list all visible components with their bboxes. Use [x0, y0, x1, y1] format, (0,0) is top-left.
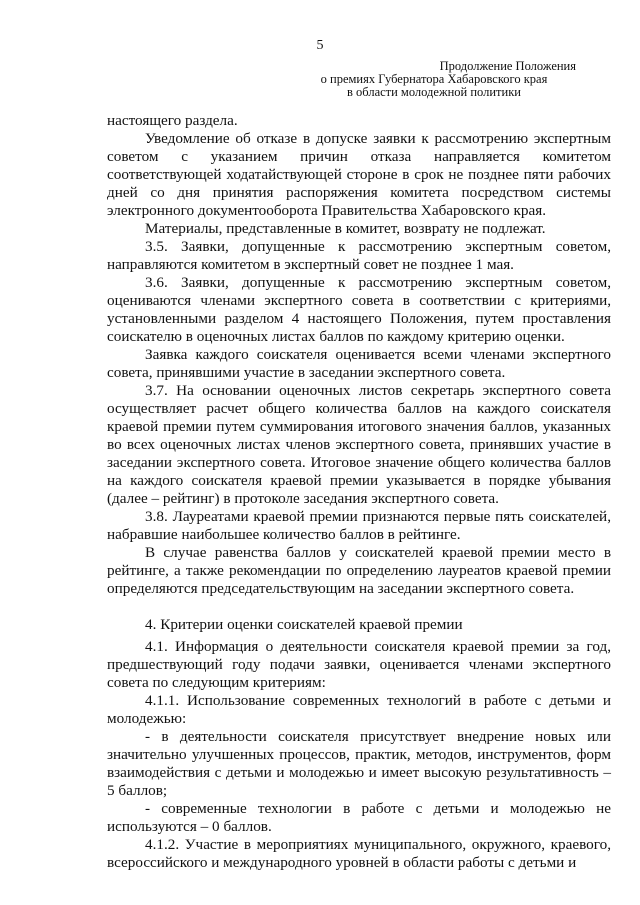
- document-header: [284, 60, 584, 99]
- page-number: 5: [316, 38, 324, 53]
- paragraph: 4.1.2. Участие в мероприятиях муниципального, окружного, краевого, всероссийского и международного уровней в области работы с детьми и: [107, 836, 611, 871]
- header-line-1: Продолжение Положения: [439, 59, 576, 73]
- paragraph: В случае равенства баллов у соискателей краевой премии место в рейтинге, а также рекомендации по определению лауреатов краевой премии определяются председательствующим на заседании экспертного совета.: [107, 544, 611, 597]
- paragraph: 3.5. Заявки, допущенные к рассмотрению экспертным советом, направляются комитетом в экспертный совет не позднее 1 мая.: [107, 238, 611, 273]
- paragraph: 3.6. Заявки, допущенные к рассмотрению экспертным советом, оцениваются членами экспертного совета в соответствии с критериями, установленными разделом 4 настоящего Положения, путем проставления соискателю в оценочных листах баллов по каждому критерию оценки.: [107, 274, 611, 345]
- header-line-3: в области молодежной политики: [347, 85, 521, 99]
- paragraph: Материалы, представленные в комитет, возврату не подлежат.: [145, 220, 546, 237]
- paragraph: 4.1.1. Использование современных технологий в работе с детьми и молодежью:: [107, 692, 611, 727]
- paragraph: 3.8. Лауреатами краевой премии признаются первые пять соискателей, набравшие наибольшее количество баллов в рейтинге.: [107, 508, 611, 543]
- document-body: [107, 112, 611, 872]
- paragraph: настоящего раздела.: [107, 112, 238, 129]
- header-line-2: о премиях Губернатора Хабаровского края: [320, 72, 548, 86]
- section-title: 4. Критерии оценки соискателей краевой премии: [145, 616, 463, 633]
- list-item: - современные технологии в работе с детьми и молодежью не используются – 0 баллов.: [107, 800, 611, 835]
- list-item: - в деятельности соискателя присутствует внедрение новых или значительно улучшенных процессов, практик, методов, инструментов, форм взаимодействия с детьми и молодежью и имеет высокую результативность – 5 баллов;: [107, 728, 611, 799]
- paragraph: Уведомление об отказе в допуске заявки к рассмотрению экспертным советом с указанием причин отказа направляется комитетом соответствующей ходатайствующей стороне в срок не позднее пяти рабочих дней со дня принятия распоряжения комитета посредством системы электронного документооборота Правительства Хабаровского края.: [107, 130, 611, 219]
- paragraph: Заявка каждого соискателя оценивается всеми членами экспертного совета, принявшими участие в заседании экспертного совета.: [107, 346, 611, 381]
- paragraph: 4.1. Информация о деятельности соискателя краевой премии за год, предшествующий году подачи заявки, оценивается членами экспертного совета по следующим критериям:: [107, 638, 611, 691]
- paragraph: 3.7. На основании оценочных листов секретарь экспертного совета осуществляет расчет общего количества баллов на каждого соискателя краевой премии путем суммирования итогового значения баллов, указанных во всех оценочных листах членов экспертного совета, принявших участие в заседании экспертного совета. Итоговое значение общего количества баллов на каждого соискателя краевой премии указывается в порядке убывания (далее – рейтинг) в протоколе заседания экспертного совета.: [107, 382, 611, 507]
